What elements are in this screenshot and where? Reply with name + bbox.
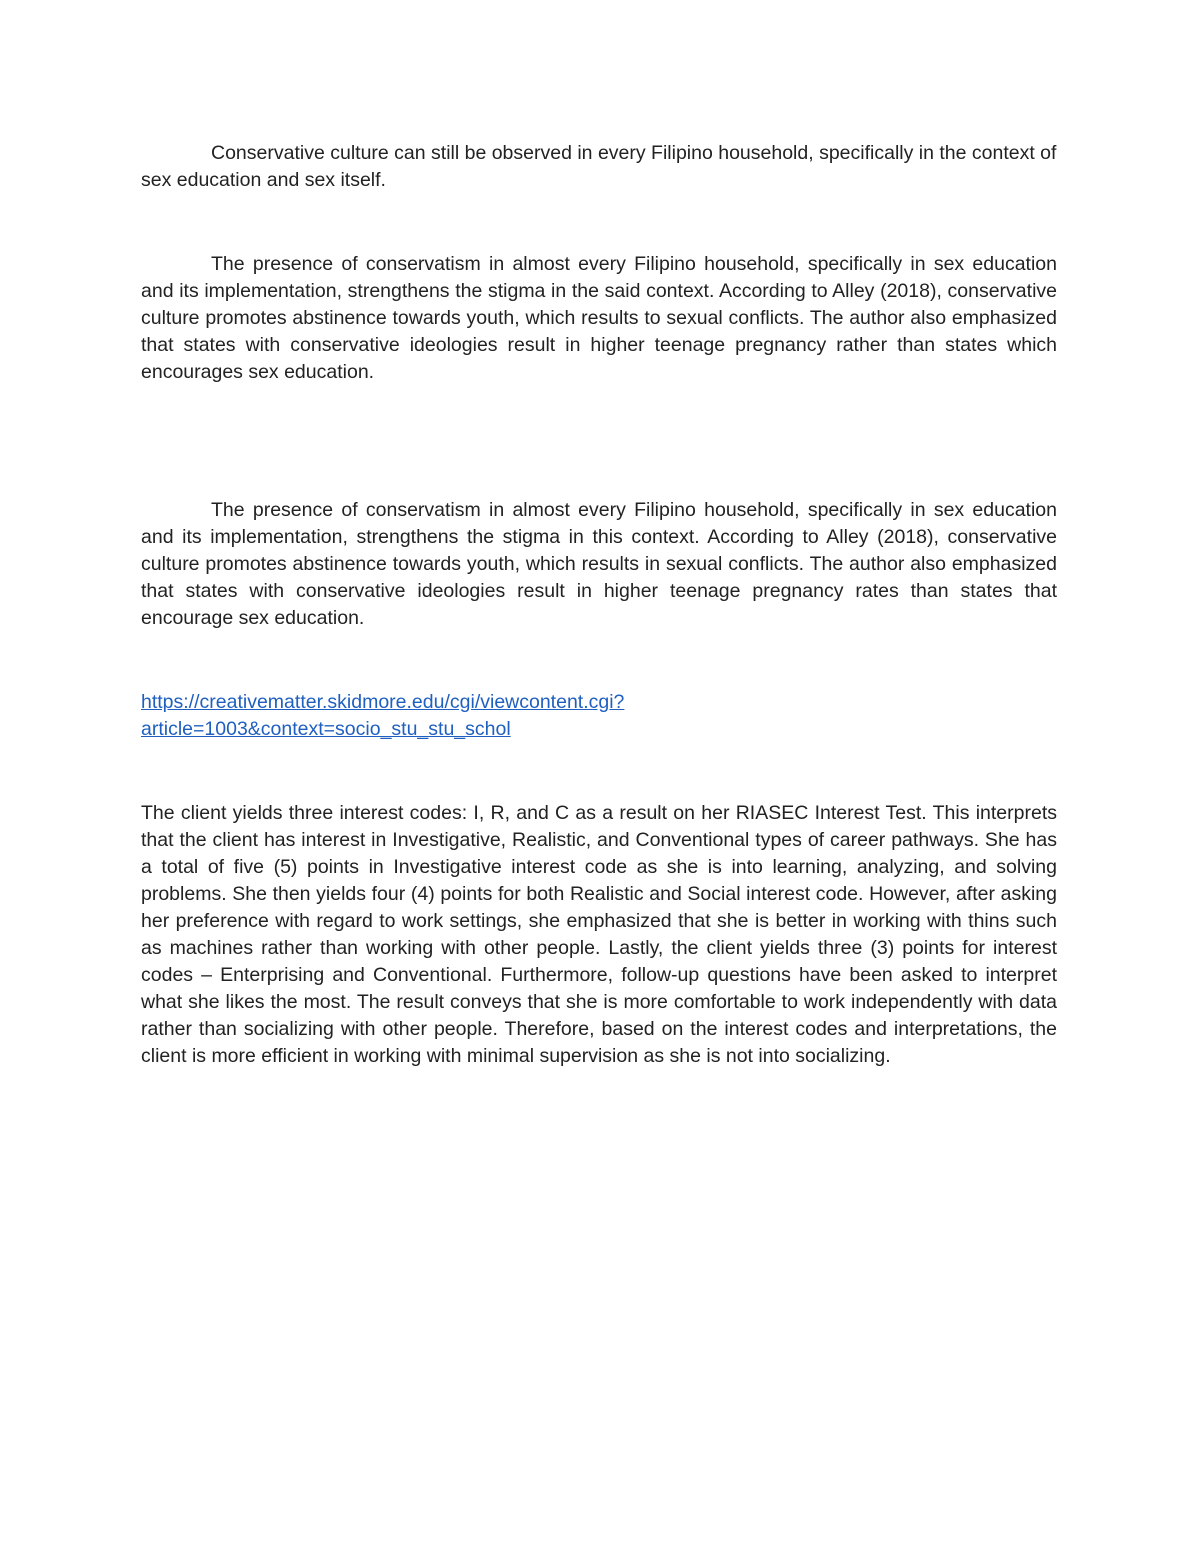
paragraph-draft-1: The presence of conservatism in almost every Filipino household, specifically in sex education and its implementation, strengthens the stigma in the said context. According to Alley (2018), conservative culture promotes abstinence towards youth, which results to sexual conflicts. The author also emphasized that states with conservative ideologies result in higher teenage pregnancy rather than states which encourages sex education. [141,253,1057,383]
reference-link-block [141,689,1057,743]
reference-link[interactable] [141,691,624,740]
paragraph-riasec-interpretation: The client yields three interest codes: I, R, and C as a result on her RIASEC Interest Test. This interprets that the client has interest in Investigative, Realistic, and Conventional types of career pathways. She has a total of five (5) points in Investigative interest code as she is into learning, analyzing, and solving problems. She then yields four (4) points for both Realistic and Social interest code. However, after asking her preference with regard to work settings, she emphasized that she is better in working with thins such as machines rather than working with other people. Lastly, the client yields three (3) points for interest codes – Enterprising and Conventional. Furthermore, follow-up questions have been asked to interpret what she likes the most. The result conveys that she is more comfortable to work independently with data rather than socializing with other people. Therefore, based on the interest codes and interpretations, the client is more efficient in working with minimal supervision as she is not into socializing. [141,802,1057,1067]
document-body [141,140,1057,1070]
paragraph-draft-2: The presence of conservatism in almost every Filipino household, specifically in sex education and its implementation, strengthens the stigma in this context. According to Alley (2018), conservative culture promotes abstinence towards youth, which results in sexual conflicts. The author also emphasized that states with conservative ideologies result in higher teenage pregnancy rates than states that encourage sex education. [141,499,1057,629]
reference-link-line-2: article=1003&context=socio_stu_stu_schol [141,718,511,740]
paragraph-intro: Conservative culture can still be observed in every Filipino household, specifically in the context of sex education and sex itself. [141,142,1057,191]
reference-link-line-1: https://creativematter.skidmore.edu/cgi/viewcontent.cgi? [141,691,625,713]
